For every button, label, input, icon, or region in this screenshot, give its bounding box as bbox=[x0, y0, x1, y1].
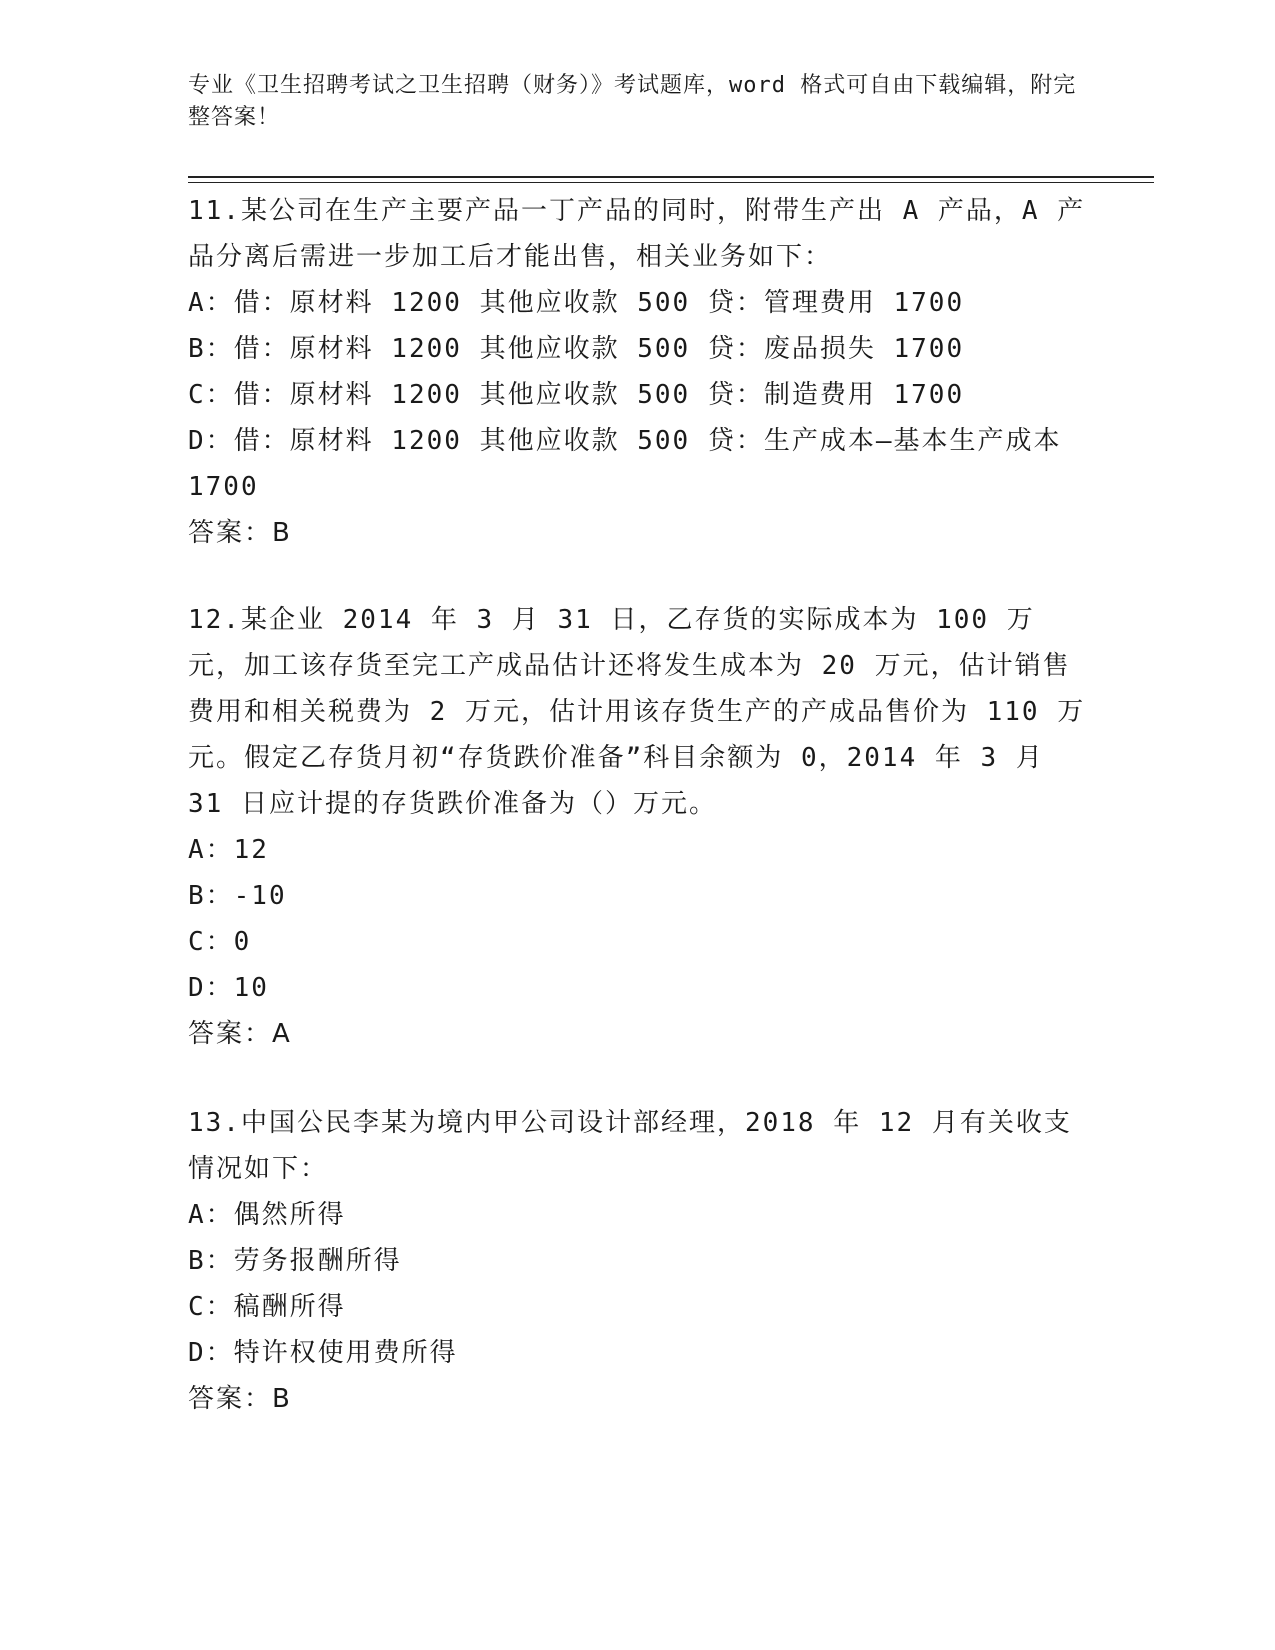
question-stem: 11.某公司在生产主要产品一丁产品的同时，附带生产出 A 产品，A 产品分离后需进一步加工后才能出售，相关业务如下： bbox=[188, 196, 1086, 272]
question-stem: 13.中国公民李某为境内甲公司设计部经理，2018 年 12 月有关收支情况如下： bbox=[188, 1108, 1072, 1184]
option-c: C：0 bbox=[188, 927, 252, 957]
question-block bbox=[188, 1100, 1088, 1422]
option-b: B：借：原材料 1200 其他应收款 500 贷：废品损失 1700 bbox=[188, 334, 965, 364]
answer-line: 答案：B bbox=[188, 1384, 292, 1414]
option-d: D：借：原材料 1200 其他应收款 500 贷：生产成本—基本生产成本 1700 bbox=[188, 426, 1080, 502]
header-divider-thin bbox=[188, 182, 1154, 183]
question-block bbox=[188, 597, 1088, 1057]
option-b: B：-10 bbox=[188, 881, 287, 911]
option-a: A：12 bbox=[188, 835, 269, 865]
option-d: D：特许权使用费所得 bbox=[188, 1338, 458, 1368]
answer-line: 答案：A bbox=[188, 1019, 292, 1049]
header-divider-thick bbox=[188, 176, 1154, 178]
option-c: C：稿酬所得 bbox=[188, 1292, 346, 1322]
option-b: B：劳务报酬所得 bbox=[188, 1246, 402, 1276]
question-stem: 12.某企业 2014 年 3 月 31 日，乙存货的实际成本为 100 万元，加工该存货至完工产成品估计还将发生成本为 20 万元，估计销售费用和相关税费为 2 万元，估计用该存货生产的产成品售价为 110 万元。假定乙存货月初“存货跌价准备”科目余额为 0，2014 年 3 月 31 日应计提的存货跌价准备为（）万元。 bbox=[188, 605, 1086, 819]
option-c: C：借：原材料 1200 其他应收款 500 贷：制造费用 1700 bbox=[188, 380, 965, 410]
option-d: D：10 bbox=[188, 973, 269, 1003]
answer-line: 答案：B bbox=[188, 518, 292, 548]
document-header: 专业《卫生招聘考试之卫生招聘（财务）》考试题库，word 格式可自由下载编辑，附完整答案！ bbox=[188, 73, 1077, 130]
option-a: A：借：原材料 1200 其他应收款 500 贷：管理费用 1700 bbox=[188, 288, 965, 318]
option-a: A：偶然所得 bbox=[188, 1200, 346, 1230]
question-block bbox=[188, 188, 1088, 556]
